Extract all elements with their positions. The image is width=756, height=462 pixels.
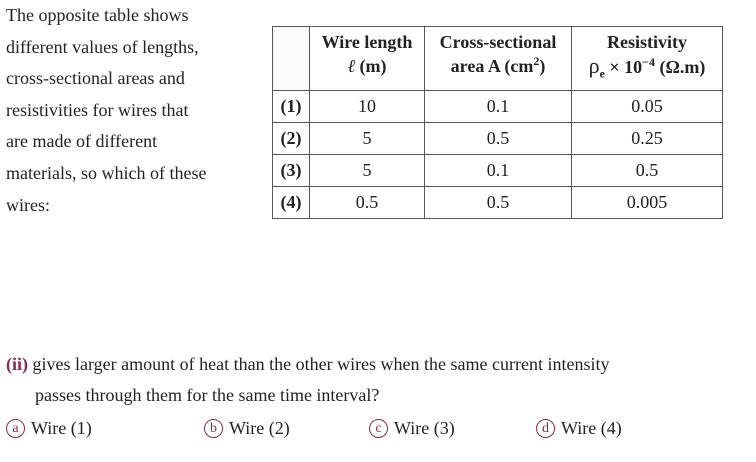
option-label: Wire (3)	[394, 418, 455, 438]
option-letter-circle: d	[536, 419, 555, 438]
intro-line: materials, so which of these	[6, 162, 207, 183]
intro-line: wires:	[6, 194, 50, 215]
table-row	[273, 91, 723, 123]
cell-resistivity: 0.5	[572, 155, 723, 187]
cell-resistivity: 0.005	[572, 187, 723, 219]
question-line: gives larger amount of heat than the other wires when the same current intensity	[28, 354, 610, 374]
option-label: Wire (1)	[31, 418, 92, 438]
corner-cell	[273, 27, 310, 91]
row-label: (2)	[273, 123, 310, 155]
table-row	[273, 155, 723, 187]
option-label: Wire (4)	[561, 418, 622, 438]
cell-area: 0.1	[425, 91, 572, 123]
table-header-row	[273, 27, 723, 91]
header-resistivity: Resistivity $\rho_e \times 10^{-4}$ (Ω.m)	[572, 27, 723, 91]
option-letter-circle: a	[6, 419, 25, 438]
intro-line: are made of different	[6, 131, 158, 152]
row-label: (1)	[273, 91, 310, 123]
answer-options	[6, 418, 746, 448]
cell-area: 0.5	[425, 123, 572, 155]
intro-line: The opposite table shows	[6, 5, 189, 25]
cell-area: 0.1	[425, 155, 572, 187]
header-cross-section: Cross-sectional area A $(cm^2)$	[425, 27, 572, 91]
intro-text	[6, 0, 256, 221]
row-label: (4)	[273, 187, 310, 219]
option-c[interactable]	[369, 418, 455, 439]
cell-resistivity: 0.25	[572, 123, 723, 155]
cell-length: 0.5	[310, 187, 425, 219]
question-number: (ii)	[6, 354, 28, 374]
intro-line: different values of lengths,	[6, 36, 199, 57]
cell-resistivity: 0.05	[572, 91, 723, 123]
question-line: passes through them for the same time interval?	[35, 385, 380, 405]
cell-area: 0.5	[425, 187, 572, 219]
row-label: (3)	[273, 155, 310, 187]
table-row	[273, 187, 723, 219]
option-letter-circle: c	[369, 419, 388, 438]
option-a[interactable]	[6, 418, 92, 439]
cell-length: 5	[310, 123, 425, 155]
option-d[interactable]	[536, 418, 622, 439]
header-wire-length: Wire length ℓ (m)	[310, 27, 425, 91]
cell-length: 10	[310, 91, 425, 123]
option-label: Wire (2)	[229, 418, 290, 438]
cell-length: 5	[310, 155, 425, 187]
question-text	[6, 349, 609, 411]
intro-line: resistivities for wires that	[6, 99, 189, 120]
wire-table	[272, 26, 723, 219]
intro-line: cross-sectional areas and	[6, 68, 185, 89]
option-letter-circle: b	[204, 419, 223, 438]
option-b[interactable]	[204, 418, 290, 439]
table-row	[273, 123, 723, 155]
